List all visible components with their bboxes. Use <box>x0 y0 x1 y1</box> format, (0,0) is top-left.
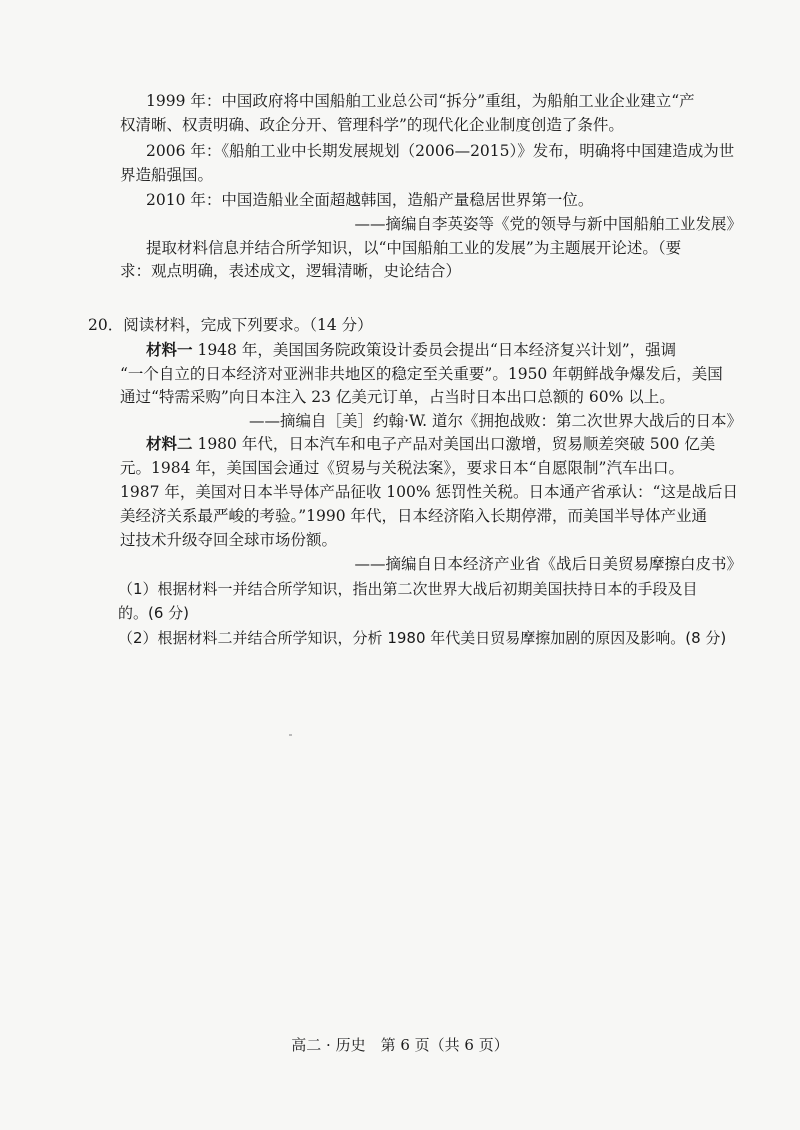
scan-speck <box>289 734 292 736</box>
material-source: ——摘编自李英姿等《党的领导与新中国船舶工业发展》 <box>354 215 742 233</box>
material-line: 2010 年：中国造船业全面超越韩国，造船产量稳居世界第一位。 <box>146 191 594 209</box>
subquestion-1: （1）根据材料一并结合所学知识，指出第二次世界大战后初期美国扶持日本的手段及目 <box>118 580 698 598</box>
material-2-source: ——摘编自日本经济产业省《战后日美贸易摩擦白皮书》 <box>354 555 742 573</box>
material-line: 权清晰、权责明确、政企分开、管理科学”的现代化企业制度创造了条件。 <box>120 116 624 134</box>
material-1-text: 1948 年，美国国务院政策设计委员会提出“日本经济复兴计划”，强调 <box>197 341 677 359</box>
question-20-header: 20．阅读材料，完成下列要求。（14 分） <box>88 316 373 334</box>
material-2-label: 材料二 <box>146 434 193 453</box>
material-1-line: “一个自立的日本经济对亚洲非共地区的稳定至关重要”。1950 年朝鲜战争爆发后，美国 <box>120 365 723 383</box>
subquestion-1-cont: 的。(6 分) <box>118 604 190 622</box>
subquestion-2: （2）根据材料二并结合所学知识，分析 1980 年代美日贸易摩擦加剧的原因及影响。(8 分) <box>118 629 727 647</box>
material-2-line: 美经济关系最严峻的考验。”1990 年代，日本经济陷入长期停滞，而美国半导体产业通 <box>120 507 708 525</box>
material-1-label: 材料一 <box>146 340 193 359</box>
task-line: 提取材料信息并结合所学知识，以“中国船舶工业的发展”为主题展开论述。（要 <box>146 239 682 257</box>
material-2-line: 1987 年，美国对日本半导体产品征收 100% 惩罚性关税。日本通产省承认：“这是战后日 <box>120 483 738 501</box>
material-line: 界造船强国。 <box>120 166 214 184</box>
material-2-line <box>146 433 715 455</box>
material-line: 2006 年：《船舶工业中长期发展规划（2006—2015）》发布，明确将中国建造成为世 <box>146 142 735 160</box>
material-line: 1999 年：中国政府将中国船舶工业总公司“拆分”重组，为船舶工业企业建立“产 <box>146 92 695 110</box>
task-line: 求：观点明确，表述成文，逻辑清晰，史论结合） <box>120 262 462 280</box>
material-1-source: ——摘编自［美］约翰·W. 道尔《拥抱战败：第二次世界大战后的日本》 <box>248 412 742 430</box>
material-1-line: 通过“特需采购”向日本注入 23 亿美元订单，占当时日本出口总额的 60% 以上。 <box>120 388 675 406</box>
material-2-line: 过技术升级夺回全球市场份额。 <box>120 531 338 549</box>
material-1-line <box>146 339 676 361</box>
material-2-line: 元。1984 年，美国国会通过《贸易与关税法案》，要求日本“自愿限制”汽车出口。 <box>120 459 684 477</box>
material-2-text: 1980 年代，日本汽车和电子产品对美国出口激增，贸易顺差突破 500 亿美 <box>197 435 716 453</box>
page-footer: 高二 · 历史 第 6 页（共 6 页） <box>291 1036 509 1054</box>
